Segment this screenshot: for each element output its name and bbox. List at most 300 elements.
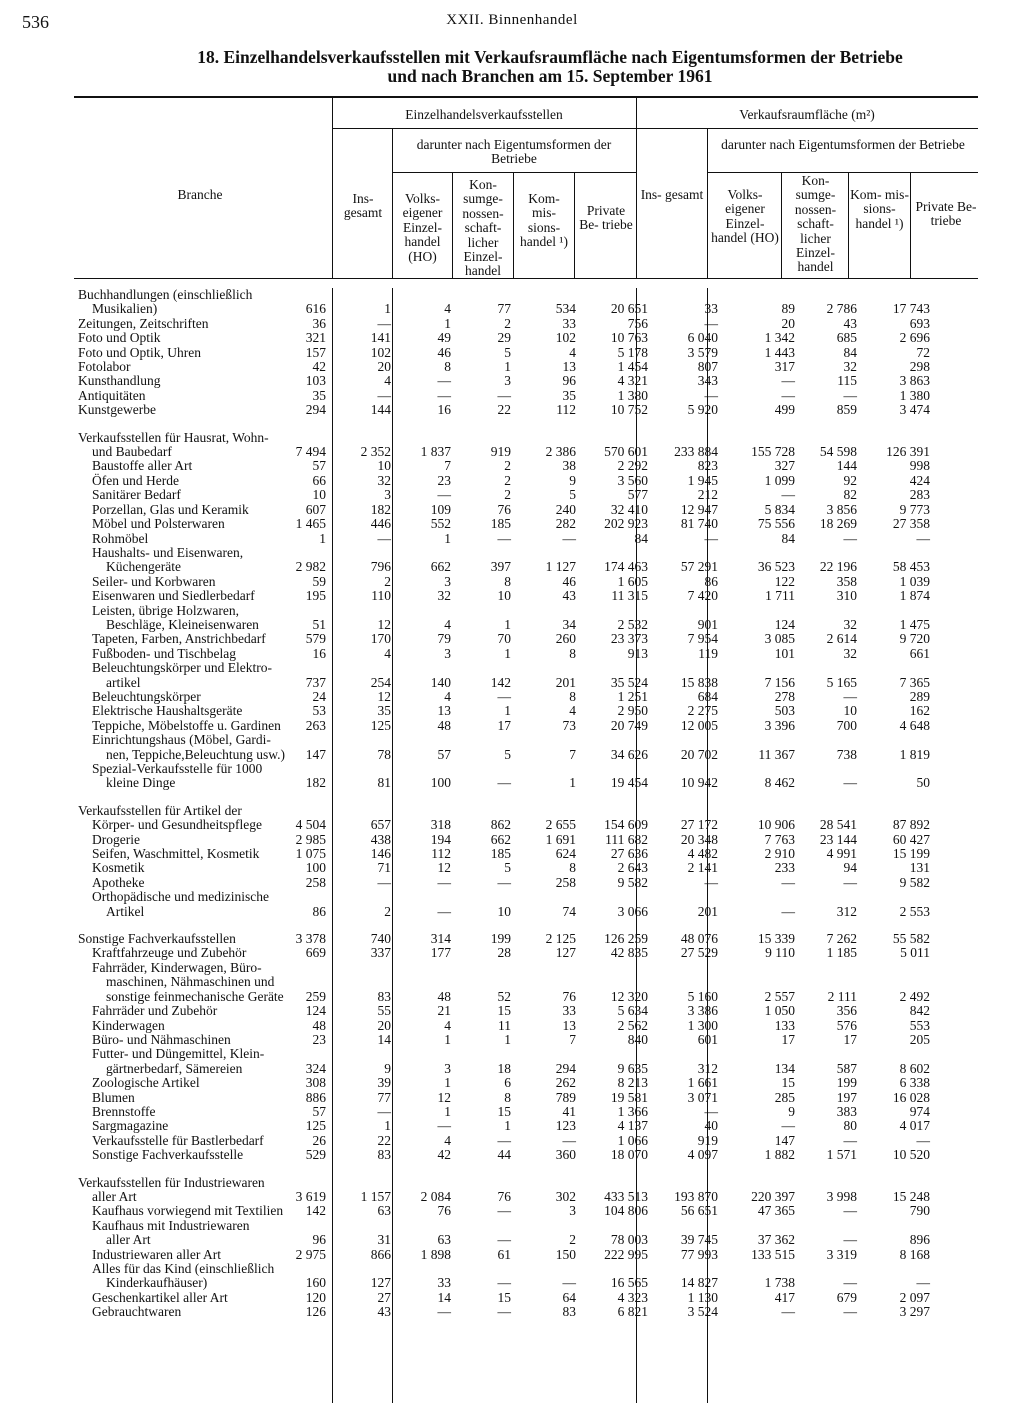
table-cell: 115 [837, 373, 857, 389]
table-cell: 35 [562, 387, 576, 403]
table-cell: 1 475 [899, 616, 930, 632]
table-cell: 9 635 [617, 1060, 648, 1076]
table-row [0, 1262, 1024, 1291]
table-cell: 15 199 [892, 846, 930, 862]
table-cell: 170 [370, 631, 391, 647]
table-cell: 6 040 [687, 330, 718, 346]
table-cell: 587 [836, 1060, 857, 1076]
table-cell: 193 870 [674, 1188, 718, 1204]
table-cell: 205 [909, 1031, 930, 1047]
table-cell: 446 [370, 516, 391, 532]
table-header [0, 96, 1024, 278]
table-cell: 20 749 [610, 717, 648, 733]
table-cell: 27 358 [892, 516, 930, 532]
table-cell: 8 [569, 688, 576, 704]
table-cell: 7 262 [826, 931, 857, 947]
table-cell: 576 [836, 1017, 857, 1033]
table-cell: 22 [497, 402, 511, 418]
table-cell: 133 515 [751, 1246, 795, 1262]
table-cell: 1 [384, 301, 391, 317]
header-divider [910, 172, 911, 278]
table-cell: 3 [444, 573, 451, 589]
row-label [0, 660, 272, 690]
table-cell: 1 738 [764, 1275, 795, 1291]
table-cell: 31 [377, 1232, 391, 1248]
row-label [0, 1219, 250, 1248]
table-cell: 312 [697, 1060, 718, 1076]
table-cell: 32 [437, 588, 451, 604]
row-label [0, 932, 250, 946]
table-cell: 52 [497, 988, 511, 1004]
row-label-line: Verkaufsstellen für Industriewaren [78, 1174, 265, 1190]
table-cell: — [377, 1103, 391, 1119]
table-row [0, 946, 1024, 960]
table-cell: 3 297 [899, 1304, 930, 1320]
table-cell: — [781, 487, 795, 503]
table-cell: 807 [697, 359, 718, 375]
table-cell: 202 923 [604, 516, 648, 532]
table-cell: 9 773 [899, 501, 930, 517]
table-cell: 13 [562, 359, 576, 375]
table-cell: 86 [704, 573, 718, 589]
table-cell: 32 [843, 645, 857, 661]
table-cell: 10 [312, 487, 326, 503]
row-label [0, 889, 269, 919]
table-cell: 298 [909, 359, 930, 375]
table-title-line-2: und nach Branchen am 15. September 1961 [387, 66, 713, 86]
table-cell: 55 [377, 1003, 391, 1019]
table-cell: 1 [384, 1118, 391, 1134]
table-cell: 913 [627, 645, 648, 661]
table-cell: 20 [377, 359, 391, 375]
table-cell: 616 [305, 301, 326, 317]
table-cell: 254 [370, 674, 391, 690]
table-cell: — [781, 874, 795, 890]
table-row [0, 546, 1024, 575]
table-cell: 886 [305, 1089, 326, 1105]
row-label [0, 1091, 250, 1105]
table-cell: 5 178 [617, 344, 648, 360]
header-col-kommission-flaeche: Kom- mis- sions- handel ¹) [850, 187, 909, 231]
table-cell: 3 [569, 1203, 576, 1219]
table-row [0, 861, 1024, 875]
table-cell: 552 [430, 516, 451, 532]
table-cell: 2 [384, 573, 391, 589]
table-cell: 1 251 [617, 688, 648, 704]
table-cell: 17 743 [892, 301, 930, 317]
table-row [0, 532, 1024, 546]
table-cell: 577 [627, 487, 648, 503]
table-cell: 1 454 [617, 359, 648, 375]
row-label-line: Foto und Optik [78, 330, 161, 346]
table-cell: 199 [490, 931, 511, 947]
table-cell: 102 [555, 330, 576, 346]
table-cell: 140 [430, 674, 451, 690]
table-cell: 199 [836, 1075, 857, 1091]
table-cell: 28 [497, 945, 511, 961]
table-cell: 142 [490, 674, 511, 690]
table-cell: — [497, 1275, 511, 1291]
table-row [0, 1148, 1024, 1162]
row-label-line: Verkaufsstellen für Hausrat, Wohn- [78, 429, 269, 445]
table-cell: 9 720 [899, 631, 930, 647]
table-cell: — [497, 775, 511, 791]
table-row [0, 360, 1024, 374]
table-cell: 358 [836, 573, 857, 589]
table-cell: 283 [909, 487, 930, 503]
table-cell: 4 [444, 688, 451, 704]
table-cell: — [497, 688, 511, 704]
row-label-line: Sanitärer Bedarf [92, 487, 181, 503]
table-cell: 3 579 [687, 344, 718, 360]
table-cell: 1 342 [764, 330, 795, 346]
table-cell: 5 [569, 487, 576, 503]
table-cell: 4 482 [687, 846, 718, 862]
table-cell: — [497, 1232, 511, 1248]
table-cell: 740 [370, 931, 391, 947]
header-group-verkaufsraumflaeche: Verkaufsraumfläche (m²) [739, 107, 875, 122]
table-cell: — [843, 530, 857, 546]
header-col-kommission: Kom- mis- sions- handel ¹) [520, 191, 568, 250]
table-cell: — [562, 1132, 576, 1148]
table-cell: 19 581 [610, 1089, 648, 1105]
table-cell: 109 [430, 501, 451, 517]
table-cell: 4 [384, 645, 391, 661]
header-divider [574, 172, 575, 278]
row-label-line: Rohmöbel [92, 530, 149, 546]
row-label-line: Drogerie [92, 831, 140, 847]
table-cell: 3 071 [687, 1089, 718, 1105]
table-cell: 3 524 [687, 1304, 718, 1320]
table-cell: 10 [377, 458, 391, 474]
table-cell: 14 827 [680, 1275, 718, 1291]
table-cell: 8 462 [764, 775, 795, 791]
table-cell: 4 991 [826, 846, 857, 862]
table-cell: 2 786 [826, 301, 857, 317]
table-cell: 6 338 [899, 1075, 930, 1091]
row-label-line: Alles für das Kind (einschließlich [92, 1261, 275, 1276]
row-label [0, 1105, 250, 1119]
row-label-line: Sargmagazine [92, 1118, 169, 1134]
row-label [0, 374, 250, 388]
table-cell: 57 [312, 1103, 326, 1119]
table-cell: — [497, 874, 511, 890]
table-cell: 4 [444, 1132, 451, 1148]
table-cell: 8 [504, 1089, 511, 1105]
row-label [0, 1291, 250, 1305]
table-cell: 51 [312, 616, 326, 632]
table-row [0, 704, 1024, 718]
table-cell: 32 [843, 616, 857, 632]
table-cell: 2 111 [827, 988, 857, 1004]
table-cell: 94 [843, 860, 857, 876]
table-cell: 1 [504, 645, 511, 661]
table-cell: 23 [437, 472, 451, 488]
table-row [0, 317, 1024, 331]
table-cell: 77 [497, 301, 511, 317]
table-row [0, 1019, 1024, 1033]
table-cell: — [377, 530, 391, 546]
table-cell: — [704, 1103, 718, 1119]
row-label [0, 1046, 265, 1076]
table-cell: 258 [555, 874, 576, 890]
table-cell: 1 157 [360, 1188, 391, 1204]
table-cell: 22 196 [819, 559, 857, 575]
table-cell: 35 [312, 387, 326, 403]
table-cell: 10 942 [680, 775, 718, 791]
table-cell: 72 [916, 344, 930, 360]
table-cell: 5 160 [687, 988, 718, 1004]
table-cell: 2 975 [295, 1246, 326, 1262]
table-cell: 1 661 [687, 1075, 718, 1091]
table-cell: 1 050 [764, 1003, 795, 1019]
table-cell: 102 [370, 344, 391, 360]
table-cell: 134 [774, 1060, 795, 1076]
table-row [0, 690, 1024, 704]
table-cell: 4 [384, 373, 391, 389]
table-cell: — [497, 1132, 511, 1148]
table-cell: 1 898 [420, 1246, 451, 1262]
row-label-line: Fotolabor [78, 359, 131, 375]
row-label-line: artikel [106, 674, 141, 690]
table-cell: 197 [836, 1089, 857, 1105]
table-cell: 87 892 [892, 817, 930, 833]
header-group-einzelhandelsverkaufsstellen: Einzelhandelsverkaufsstellen [405, 107, 563, 122]
table-cell: 63 [377, 1203, 391, 1219]
table-cell: 2 950 [617, 703, 648, 719]
table-cell: 18 [497, 1060, 511, 1076]
table-cell: 3 619 [295, 1188, 326, 1204]
table-cell: 70 [497, 631, 511, 647]
table-cell: — [916, 530, 930, 546]
table-row [0, 346, 1024, 360]
row-label-line: Geschenkartikel aller Art [92, 1289, 228, 1305]
table-cell: 23 [312, 1031, 326, 1047]
table-cell: 27 172 [680, 817, 718, 833]
table-row [0, 431, 1024, 460]
table-row [0, 661, 1024, 690]
table-cell: 9 110 [765, 945, 795, 961]
table-row [0, 1047, 1024, 1076]
table-row [0, 389, 1024, 403]
table-cell: 23 144 [819, 831, 857, 847]
table-cell: 240 [555, 501, 576, 517]
table-row [0, 961, 1024, 1004]
table-row [0, 589, 1024, 603]
table-cell: 146 [370, 846, 391, 862]
table-cell: 4 [444, 301, 451, 317]
table-cell: 998 [909, 458, 930, 474]
table-cell: 327 [774, 458, 795, 474]
row-label [0, 517, 250, 531]
table-cell: — [704, 874, 718, 890]
table-cell: 282 [555, 516, 576, 532]
table-cell: 285 [774, 1089, 795, 1105]
table-cell: — [377, 874, 391, 890]
table-cell: 3 863 [899, 373, 930, 389]
row-label-line: Kunstgewerbe [78, 402, 156, 418]
table-cell: 324 [305, 1060, 326, 1076]
row-label-line: Baustoffe aller Art [92, 458, 193, 474]
table-cell: 3 560 [617, 472, 648, 488]
table-cell: 42 835 [610, 945, 648, 961]
table-cell: 10 906 [757, 817, 795, 833]
table-cell: 23 373 [610, 631, 648, 647]
table-cell: 61 [497, 1246, 511, 1262]
table-cell: 1 [444, 530, 451, 546]
row-label-line: Beleuchtungskörper [92, 688, 201, 704]
table-cell: 12 005 [680, 717, 718, 733]
row-label-line: Foto und Optik, Uhren [78, 344, 201, 360]
table-cell: 150 [555, 1246, 576, 1262]
table-cell: — [497, 1304, 511, 1320]
table-cell: 126 259 [604, 931, 648, 947]
table-cell: 2 [504, 487, 511, 503]
table-cell: 22 [377, 1132, 391, 1148]
table-cell: 2 982 [295, 559, 326, 575]
table-cell: 17 [497, 717, 511, 733]
table-cell: 20 651 [610, 301, 648, 317]
table-cell: 111 682 [605, 831, 648, 847]
table-cell: 2 352 [360, 444, 391, 460]
table-cell: 4 321 [617, 373, 648, 389]
row-label [0, 1019, 250, 1033]
table-cell: 278 [774, 688, 795, 704]
header-col-ho-flaeche: Volks- eigener Einzel- handel (HO) [711, 187, 779, 246]
table-cell: 20 702 [680, 746, 718, 762]
row-label [0, 287, 253, 317]
table-cell: 82 [843, 487, 857, 503]
row-label-line: Industriewaren aller Art [92, 1246, 221, 1262]
table-cell: 258 [305, 874, 326, 890]
table-cell: 343 [697, 373, 718, 389]
row-label-line: Seiler- und Korbwaren [92, 573, 216, 589]
table-cell: 679 [836, 1289, 857, 1305]
table-cell: 4 323 [617, 1289, 648, 1305]
table-cell: 142 [305, 1203, 326, 1219]
table-cell: 14 [437, 1289, 451, 1305]
header-col-konsum-flaeche: Kon- sumge- nossen- schaft- licher Einzel- handel [794, 173, 837, 275]
table-cell: 866 [370, 1246, 391, 1262]
table-row [0, 847, 1024, 861]
row-label-line: Musikalien) [92, 301, 158, 317]
table-cell: 127 [370, 1275, 391, 1291]
table-cell: 154 609 [604, 817, 648, 833]
table-cell: 2 492 [899, 988, 930, 1004]
table-section [0, 932, 1024, 1163]
table-cell: 8 [569, 860, 576, 876]
table-cell: 624 [555, 846, 576, 862]
row-label [0, 631, 266, 647]
table-cell: 126 [305, 1304, 326, 1320]
row-label-line: Brennstoffe [92, 1103, 156, 1119]
table-cell: 10 752 [610, 402, 648, 418]
table-cell: 2 386 [545, 444, 576, 460]
table-cell: 80 [843, 1118, 857, 1134]
table-cell: 11 315 [611, 588, 648, 604]
table-cell: 38 [562, 458, 576, 474]
table-cell: 6 821 [617, 1304, 648, 1320]
table-cell: 1 [569, 775, 576, 791]
table-cell: 124 [774, 616, 795, 632]
header-col-insgesamt: Ins- gesamt [343, 191, 383, 221]
table-cell: 7 494 [295, 444, 326, 460]
table-row [0, 1105, 1024, 1119]
table-cell: 86 [312, 903, 326, 919]
table-cell: 36 523 [757, 559, 795, 575]
table-row [0, 632, 1024, 646]
table-cell: 16 565 [610, 1275, 648, 1291]
header-divider [392, 128, 393, 278]
table-cell: 201 [697, 903, 718, 919]
row-label [0, 459, 250, 473]
table-row [0, 932, 1024, 946]
table-cell: 662 [490, 831, 511, 847]
row-label [0, 690, 250, 704]
table-cell: 46 [562, 573, 576, 589]
table-cell: — [497, 1203, 511, 1219]
table-cell: 201 [555, 674, 576, 690]
table-cell: 4 [444, 616, 451, 632]
table-cell: 18 070 [610, 1147, 648, 1163]
table-cell: 36 [312, 315, 326, 331]
table-cell: 318 [430, 817, 451, 833]
table-cell: 317 [774, 359, 795, 375]
table-row [0, 1219, 1024, 1248]
table-cell: 119 [698, 645, 718, 661]
table-cell: 83 [377, 1147, 391, 1163]
header-subgroup-eigentumsformen-1: darunter nach Eigentumsformen der Betriebe [416, 137, 612, 167]
table-cell: 35 524 [610, 674, 648, 690]
table-cell: 122 [774, 573, 795, 589]
table-cell: 1 711 [765, 588, 795, 604]
table-cell: 16 028 [892, 1089, 930, 1105]
table-cell: — [781, 1304, 795, 1320]
table-row [0, 733, 1024, 762]
row-label [0, 474, 250, 488]
table-cell: 737 [305, 674, 326, 690]
table-cell: 92 [843, 472, 857, 488]
table-row [0, 374, 1024, 388]
table-cell: 194 [430, 831, 451, 847]
table-cell: — [562, 530, 576, 546]
table-cell: — [437, 1118, 451, 1134]
table-cell: 310 [836, 588, 857, 604]
header-divider [781, 172, 782, 278]
table-cell: 4 504 [295, 817, 326, 833]
table-cell: 112 [431, 846, 451, 862]
row-label-line: Sonstige Fachverkaufsstellen [78, 931, 236, 947]
table-cell: — [843, 1275, 857, 1291]
table-cell: 8 213 [617, 1075, 648, 1091]
table-cell: — [497, 387, 511, 403]
table-cell: 7 763 [764, 831, 795, 847]
row-label [0, 959, 284, 1004]
table-row [0, 804, 1024, 833]
row-label-line: Beleuchtungskörper und Elektro- [92, 660, 272, 676]
table-cell: 133 [774, 1017, 795, 1033]
table-cell: 1 [504, 359, 511, 375]
table-cell: 1 465 [295, 516, 326, 532]
table-cell: 337 [370, 945, 391, 961]
table-cell: 220 397 [751, 1188, 795, 1204]
table-cell: 12 [377, 688, 391, 704]
table-cell: 661 [909, 645, 930, 661]
row-label-line: Zeitungen, Zeitschriften [78, 315, 209, 331]
table-cell: 3 378 [295, 931, 326, 947]
table-cell: 1 380 [899, 387, 930, 403]
table-cell: 3 856 [826, 501, 857, 517]
